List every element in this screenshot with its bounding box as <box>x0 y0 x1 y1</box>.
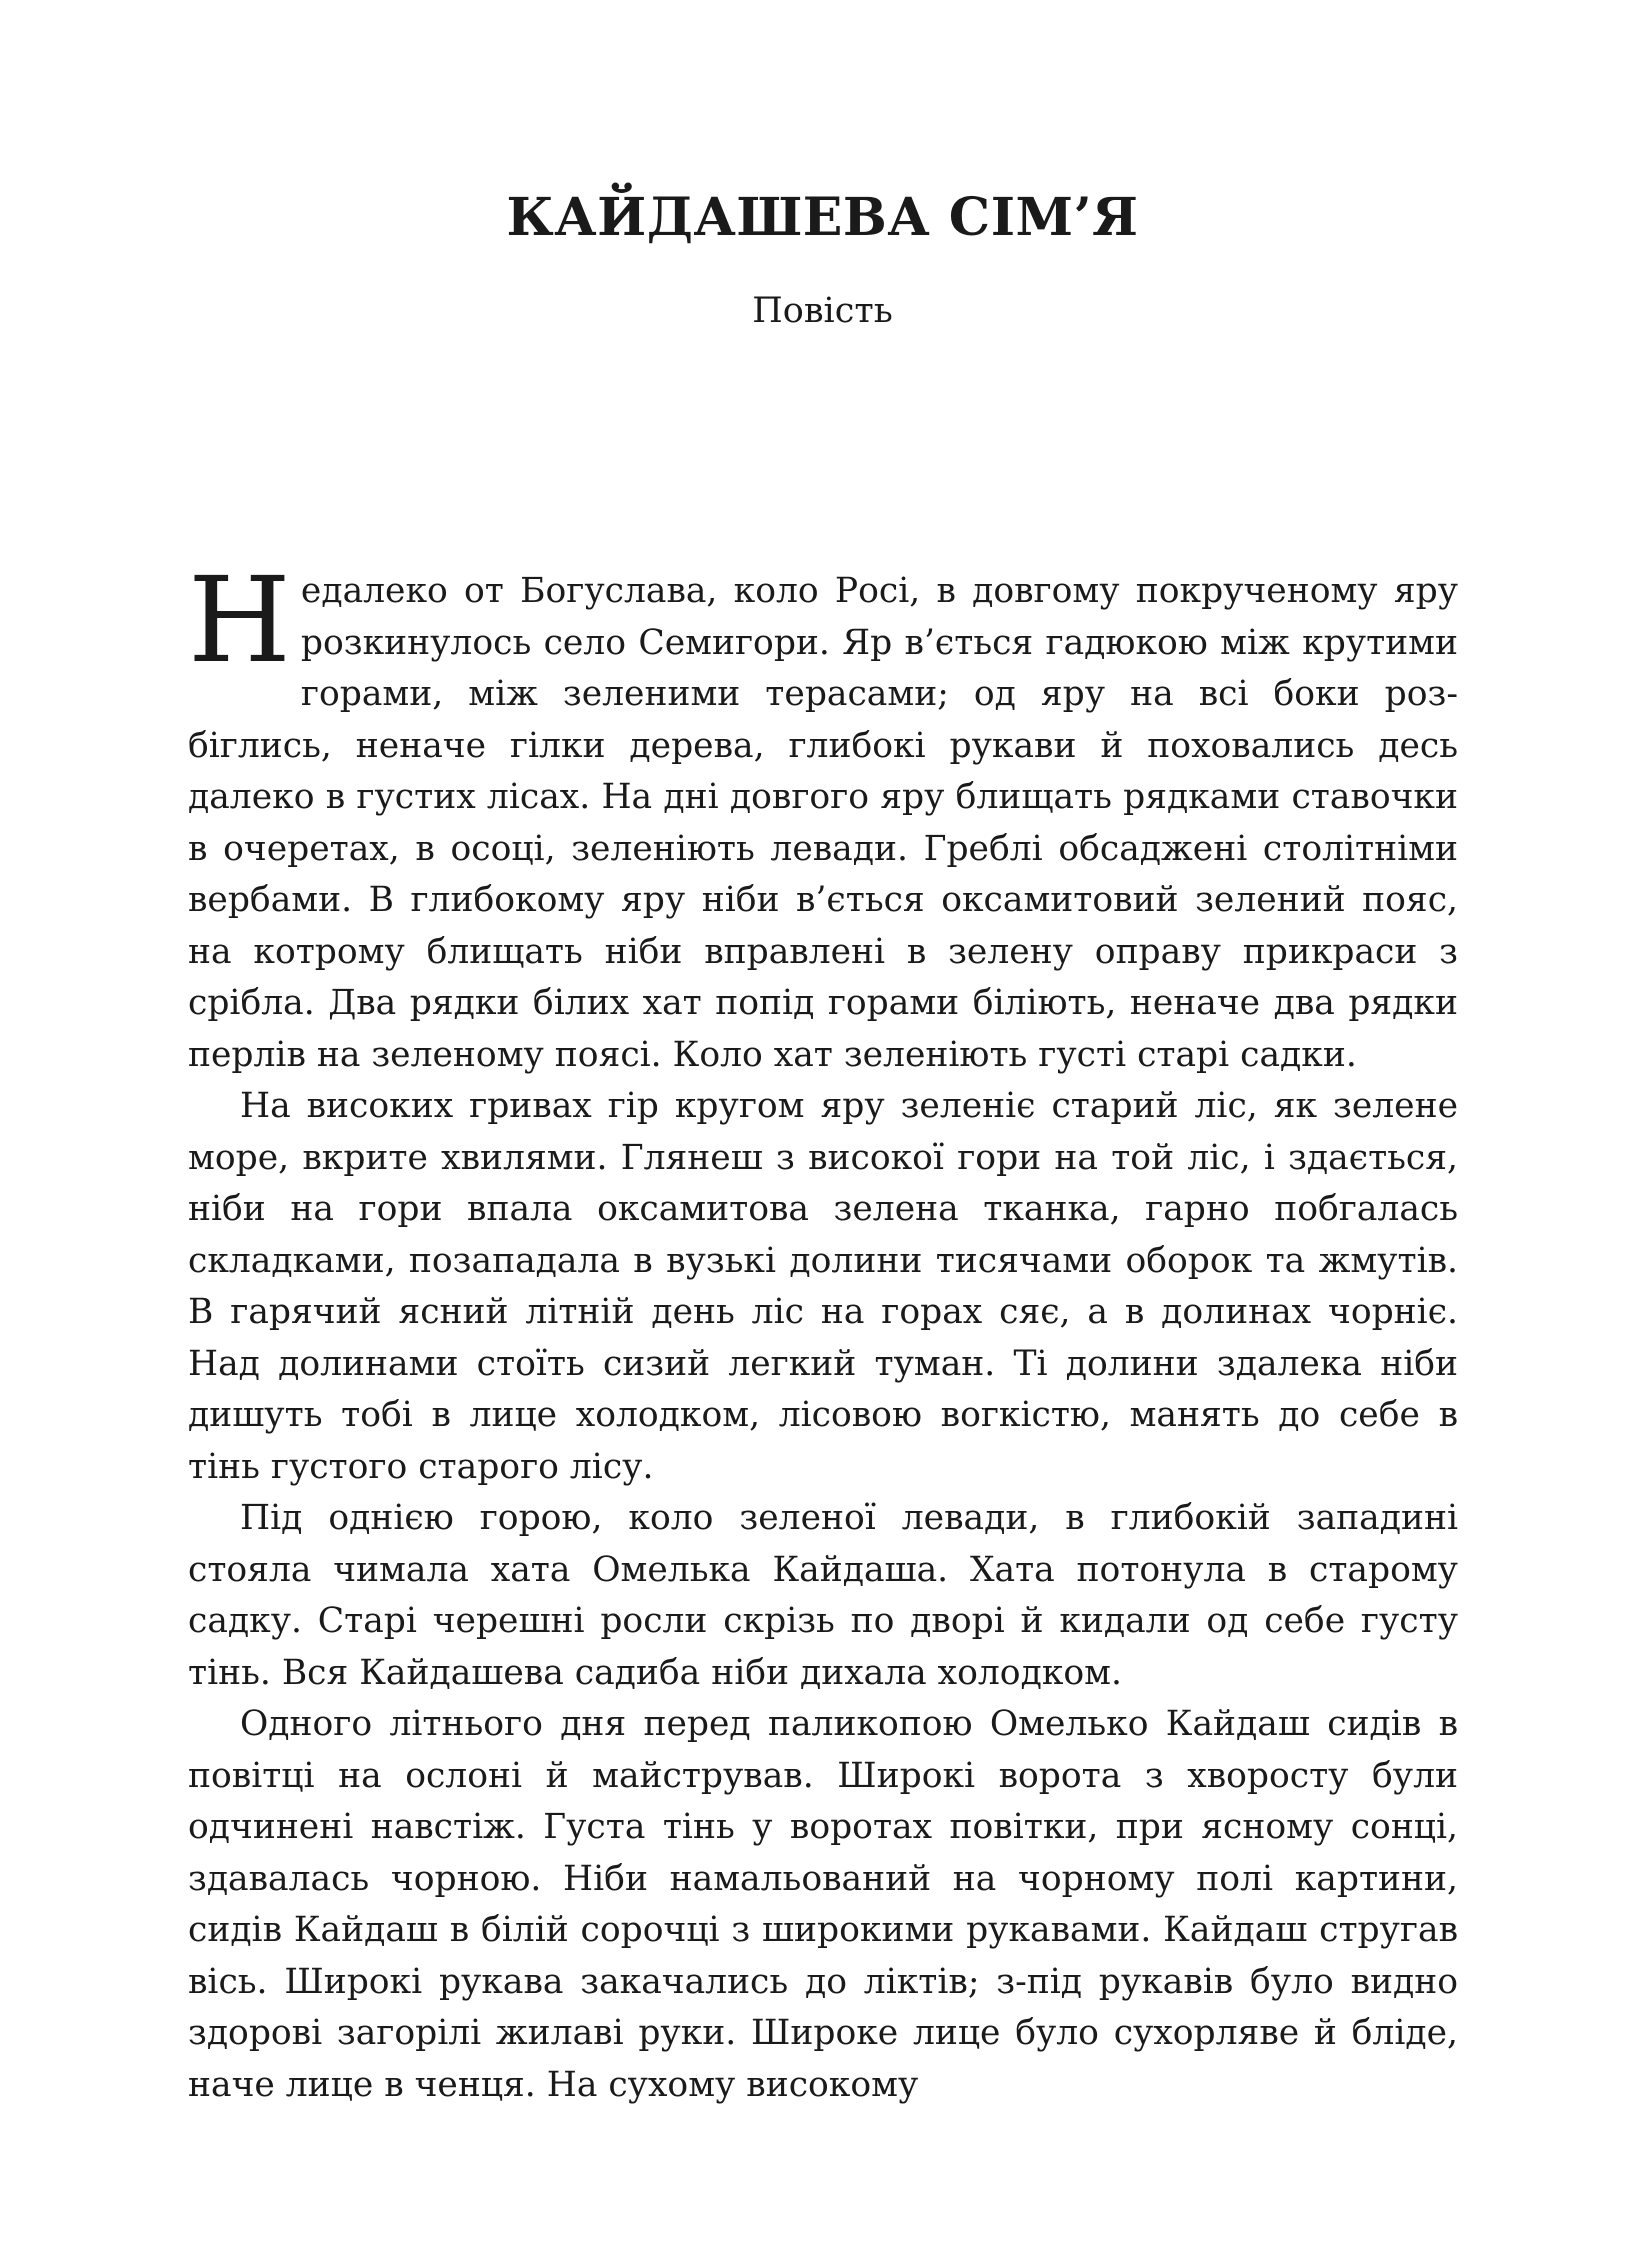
page-subtitle: Повість <box>752 291 893 331</box>
page-title: КАЙДАШЕВА СІМ’Я <box>506 187 1139 248</box>
paragraph-1 <box>188 551 1458 1081</box>
body-text <box>188 551 1458 2111</box>
drop-cap: Н <box>188 551 291 689</box>
paragraph-3: Під однією горою, коло зеленої левади, в глибокій западині стояла чимала хата Омелька Кайдаша. Хата потонула в старому садку. Старі черешні росли скрізь по дворі й кидали од себе густу тінь. Вся Кайдашева садиба ніби дихала холодком. <box>188 1498 1458 1693</box>
paragraph-2: На високих гривах гір кругом яру зеленіє старий ліс, як зелене море, вкрите хвилями. Глянеш з високої гори на той ліс, і здається, ніби на гори впала оксамитова зелена тканка, гарно побгалась складками, позападала в вузькі долини тисячами оборок та жмутів. В гарячий ясний літній день ліс на горах сяє, а в долинах чорніє. Над долинами стоїть сизий легкий туман. Ті долини здалека ніби дишуть тобі в лице холодком, лісовою вогкістю, манять до себе в тінь густого старого лісу. <box>188 1086 1458 1487</box>
paragraph-1-text: едалеко от Богуслава, коло Росі, в довгому покрученому яру розкинулось село Семигори. Яр в’ється гадюкою між крутими горами, між зеленими терасами; од яру на всі боки розбіглись, неначе гілки дерева, глибокі рукави й поховались десь далеко в густих лісах. На дні довгого яру блищать рядками ставочки в очеретах, в осоці, зеленіють левади. Греблі обсаджені столітніми вербами. В глибокому яру ніби в’ється оксамитовий зелений пояс, на котрому блищать ніби вправлені в зелену оправу прикраси з срібла. Два рядки білих хат попід горами біліють, неначе два рядки перлів на зеленому поясі. Коло хат зеленіють густі старі садки. <box>188 571 1458 1075</box>
paragraph-4: Одного літнього дня перед паликопою Омелько Кайдаш сидів в повітці на ослоні й майстрував. Широкі ворота з хворосту були одчинені навстіж. Густа тінь у воротах повітки, при ясному сонці, здавалась чорною. Ніби намальований на чорному полі картини, сидів Кайдаш в білій сорочці з широкими рукавами. Кайдаш стругав вісь. Широкі рукава закачались до ліктів; з-під рукавів було видно здорові загорілі жилаві руки. Широке лице було сухорляве й бліде, наче лице в ченця. На сухому високому <box>188 1704 1458 2105</box>
